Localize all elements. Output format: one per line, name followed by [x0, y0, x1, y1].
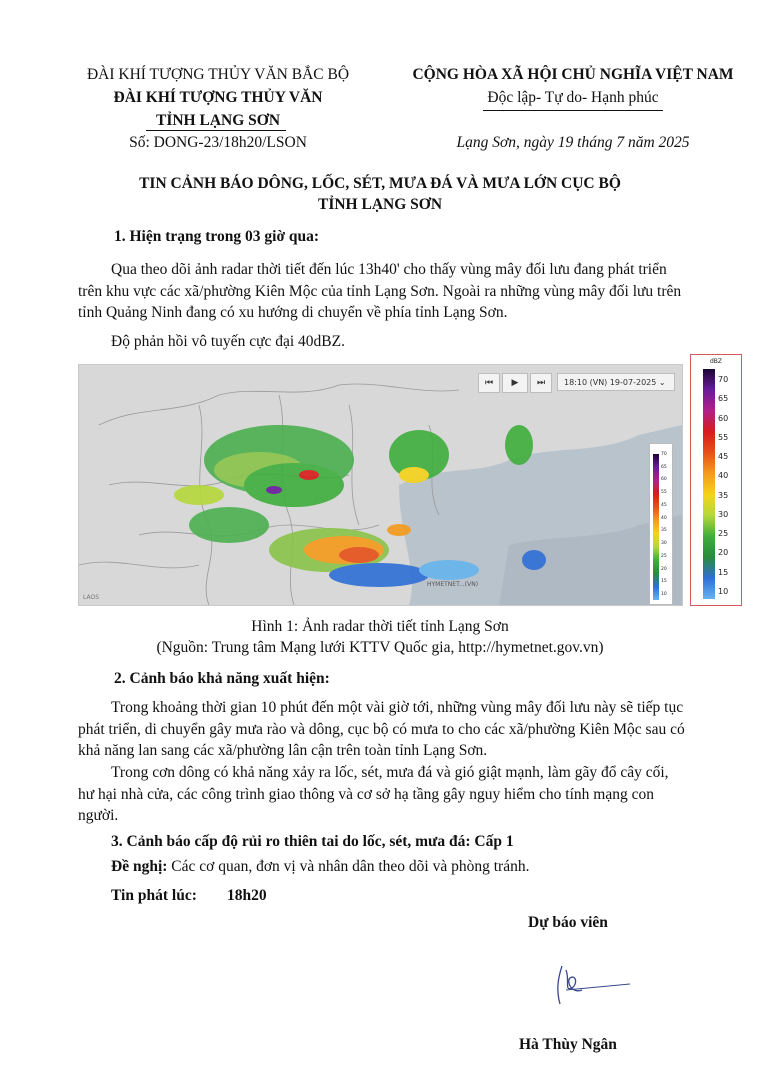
legend-tick-label: 10 [718, 587, 729, 596]
section2-paragraph-1 [78, 697, 738, 762]
legend-tick-label: 20 [661, 566, 667, 572]
legend-color-bar [703, 369, 715, 599]
legend-tick-label: 40 [718, 471, 729, 481]
legend-tick-label: 40 [661, 515, 667, 521]
legend-tick-label: 55 [661, 490, 667, 496]
section2-line: hư hại nhà cửa, các công trình giao thông và cơ sở hạ tầng gây nguy hiểm cho tính mạng con [78, 785, 654, 803]
radar-map-graphic [79, 365, 682, 605]
dbz-legend [690, 354, 742, 606]
section1-paragraph [78, 259, 738, 324]
section2-paragraph-2 [78, 762, 738, 827]
radar-play-button[interactable]: ▶ [502, 373, 528, 393]
radar-mini-legend [649, 443, 673, 605]
legend-tick-label: 60 [718, 413, 729, 423]
recommendation-text: Các cơ quan, đơn vị và nhân dân theo dõi và phòng tránh. [167, 858, 530, 875]
agency-name: ĐÀI KHÍ TƯỢNG THỦY VĂN [113, 89, 323, 106]
recommendation-label: Đề nghị: [111, 858, 168, 875]
signer-role: Dự báo viên [528, 914, 608, 931]
section2-line: người. [78, 807, 119, 824]
legend-tick-label: 30 [718, 509, 729, 519]
figure-caption: Hình 1: Ảnh radar thời tiết tỉnh Lạng Sơn [251, 618, 509, 635]
legend-tick-label: 55 [718, 432, 729, 442]
radar-first-frame-button[interactable]: ⏮ [478, 373, 500, 393]
section2-heading: 2. Cảnh báo khả năng xuất hiện: [114, 670, 330, 687]
legend-tick-label: 60 [661, 477, 667, 483]
legend-tick-label: 15 [661, 579, 667, 585]
legend-tick-label: 45 [661, 502, 667, 508]
doc-title-line1: TIN CẢNH BÁO DÔNG, LỐC, SÉT, MƯA ĐÁ VÀ MƯA LỚN CỤC BỘ [139, 175, 621, 192]
section2-line: Trong khoảng thời gian 10 phút đến một vài giờ tới, những vùng mây đối lưu này sẽ tiếp tục [111, 699, 684, 716]
issued-label: Tin phát lúc: [111, 887, 197, 904]
legend-tick-label: 70 [718, 375, 729, 384]
recommendation [111, 858, 529, 876]
section1-heading: 1. Hiện trạng trong 03 giờ qua: [114, 228, 320, 245]
radar-time-select[interactable]: 18:10 (VN) 19-07-2025 ⌄ [557, 373, 675, 391]
legend-tick-label: 35 [718, 490, 729, 500]
legend-tick-label: 35 [661, 528, 667, 534]
handwritten-signature [548, 960, 638, 1010]
issued-time: 18h20 [227, 887, 267, 904]
legend-tick-label: 10 [661, 592, 667, 597]
legend-tick-label: 30 [661, 541, 667, 547]
doc-number: Số: DONG-23/18h20/LSON [129, 134, 307, 151]
mini-legend-bar [653, 454, 659, 600]
radar-map [78, 364, 683, 606]
legend-unit: dBZ [709, 358, 723, 365]
section2-line: phát triển, di chuyển gây mưa rào và dông, cục bộ có mưa to cho các xã/phường Kiên Mộc sau có [78, 720, 685, 738]
signer-name: Hà Thùy Ngân [519, 1036, 617, 1053]
radar-watermark: HYMETNET...(VN) [427, 581, 479, 588]
section2-line: khả năng lan sang các xã/phường lân cận trên toàn tỉnh Lạng Sơn. [78, 742, 488, 759]
agency-province: TỈNH LẠNG SƠN [155, 112, 281, 129]
section1-line: tỉnh Quảng Ninh đang có xu hướng di chuyển về phía tỉnh Lạng Sơn. [78, 304, 508, 321]
radar-last-frame-button[interactable]: ⏭ [530, 373, 552, 393]
section1-line: Qua theo dõi ảnh radar thời tiết đến lúc 13h40' cho thấy vùng mây đối lưu đang phát triển [111, 261, 667, 278]
agency-parent: ĐÀI KHÍ TƯỢNG THỦY VĂN BẮC BỘ [86, 66, 350, 83]
reflectivity-text: Độ phản hồi vô tuyến cực đại 40dBZ. [111, 333, 345, 350]
legend-tick-label: 25 [718, 529, 729, 539]
legend-tick-label: 65 [661, 464, 667, 470]
section1-line: trên khu vực các xã/phường Kiên Mộc của tỉnh Lạng Sơn. Ngoài ra những vùng mây đối lưu trên [78, 282, 682, 300]
legend-tick-label: 25 [661, 553, 667, 559]
radar-corner-label: LAOS [83, 594, 100, 601]
agency-underline [146, 130, 286, 131]
section3-heading: 3. Cảnh báo cấp độ rủi ro thiên tai do lốc, sét, mưa đá: Cấp 1 [111, 833, 514, 850]
legend-tick-label: 20 [718, 548, 729, 558]
nation-motto: Độc lập- Tự do- Hạnh phúc [487, 89, 659, 106]
legend-tick-label: 45 [718, 452, 729, 462]
section2-line: Trong cơn dông có khả năng xảy ra lốc, sét, mưa đá và gió giật mạnh, làm gãy đổ cây cối, [111, 764, 669, 781]
legend-tick-label: 15 [718, 567, 729, 577]
legend-tick-label: 70 [661, 452, 667, 457]
legend-tick-label: 65 [718, 394, 729, 404]
figure-source: (Nguồn: Trung tâm Mạng lưới KTTV Quốc gia, http://hymetnet.gov.vn) [156, 639, 604, 656]
place-date: Lạng Sơn, ngày 19 tháng 7 năm 2025 [456, 134, 690, 151]
nation-title: CỘNG HÒA XÃ HỘI CHỦ NGHĨA VIỆT NAM [412, 66, 734, 83]
doc-title-line2: TỈNH LẠNG SƠN [317, 196, 443, 213]
motto-underline [483, 110, 663, 111]
